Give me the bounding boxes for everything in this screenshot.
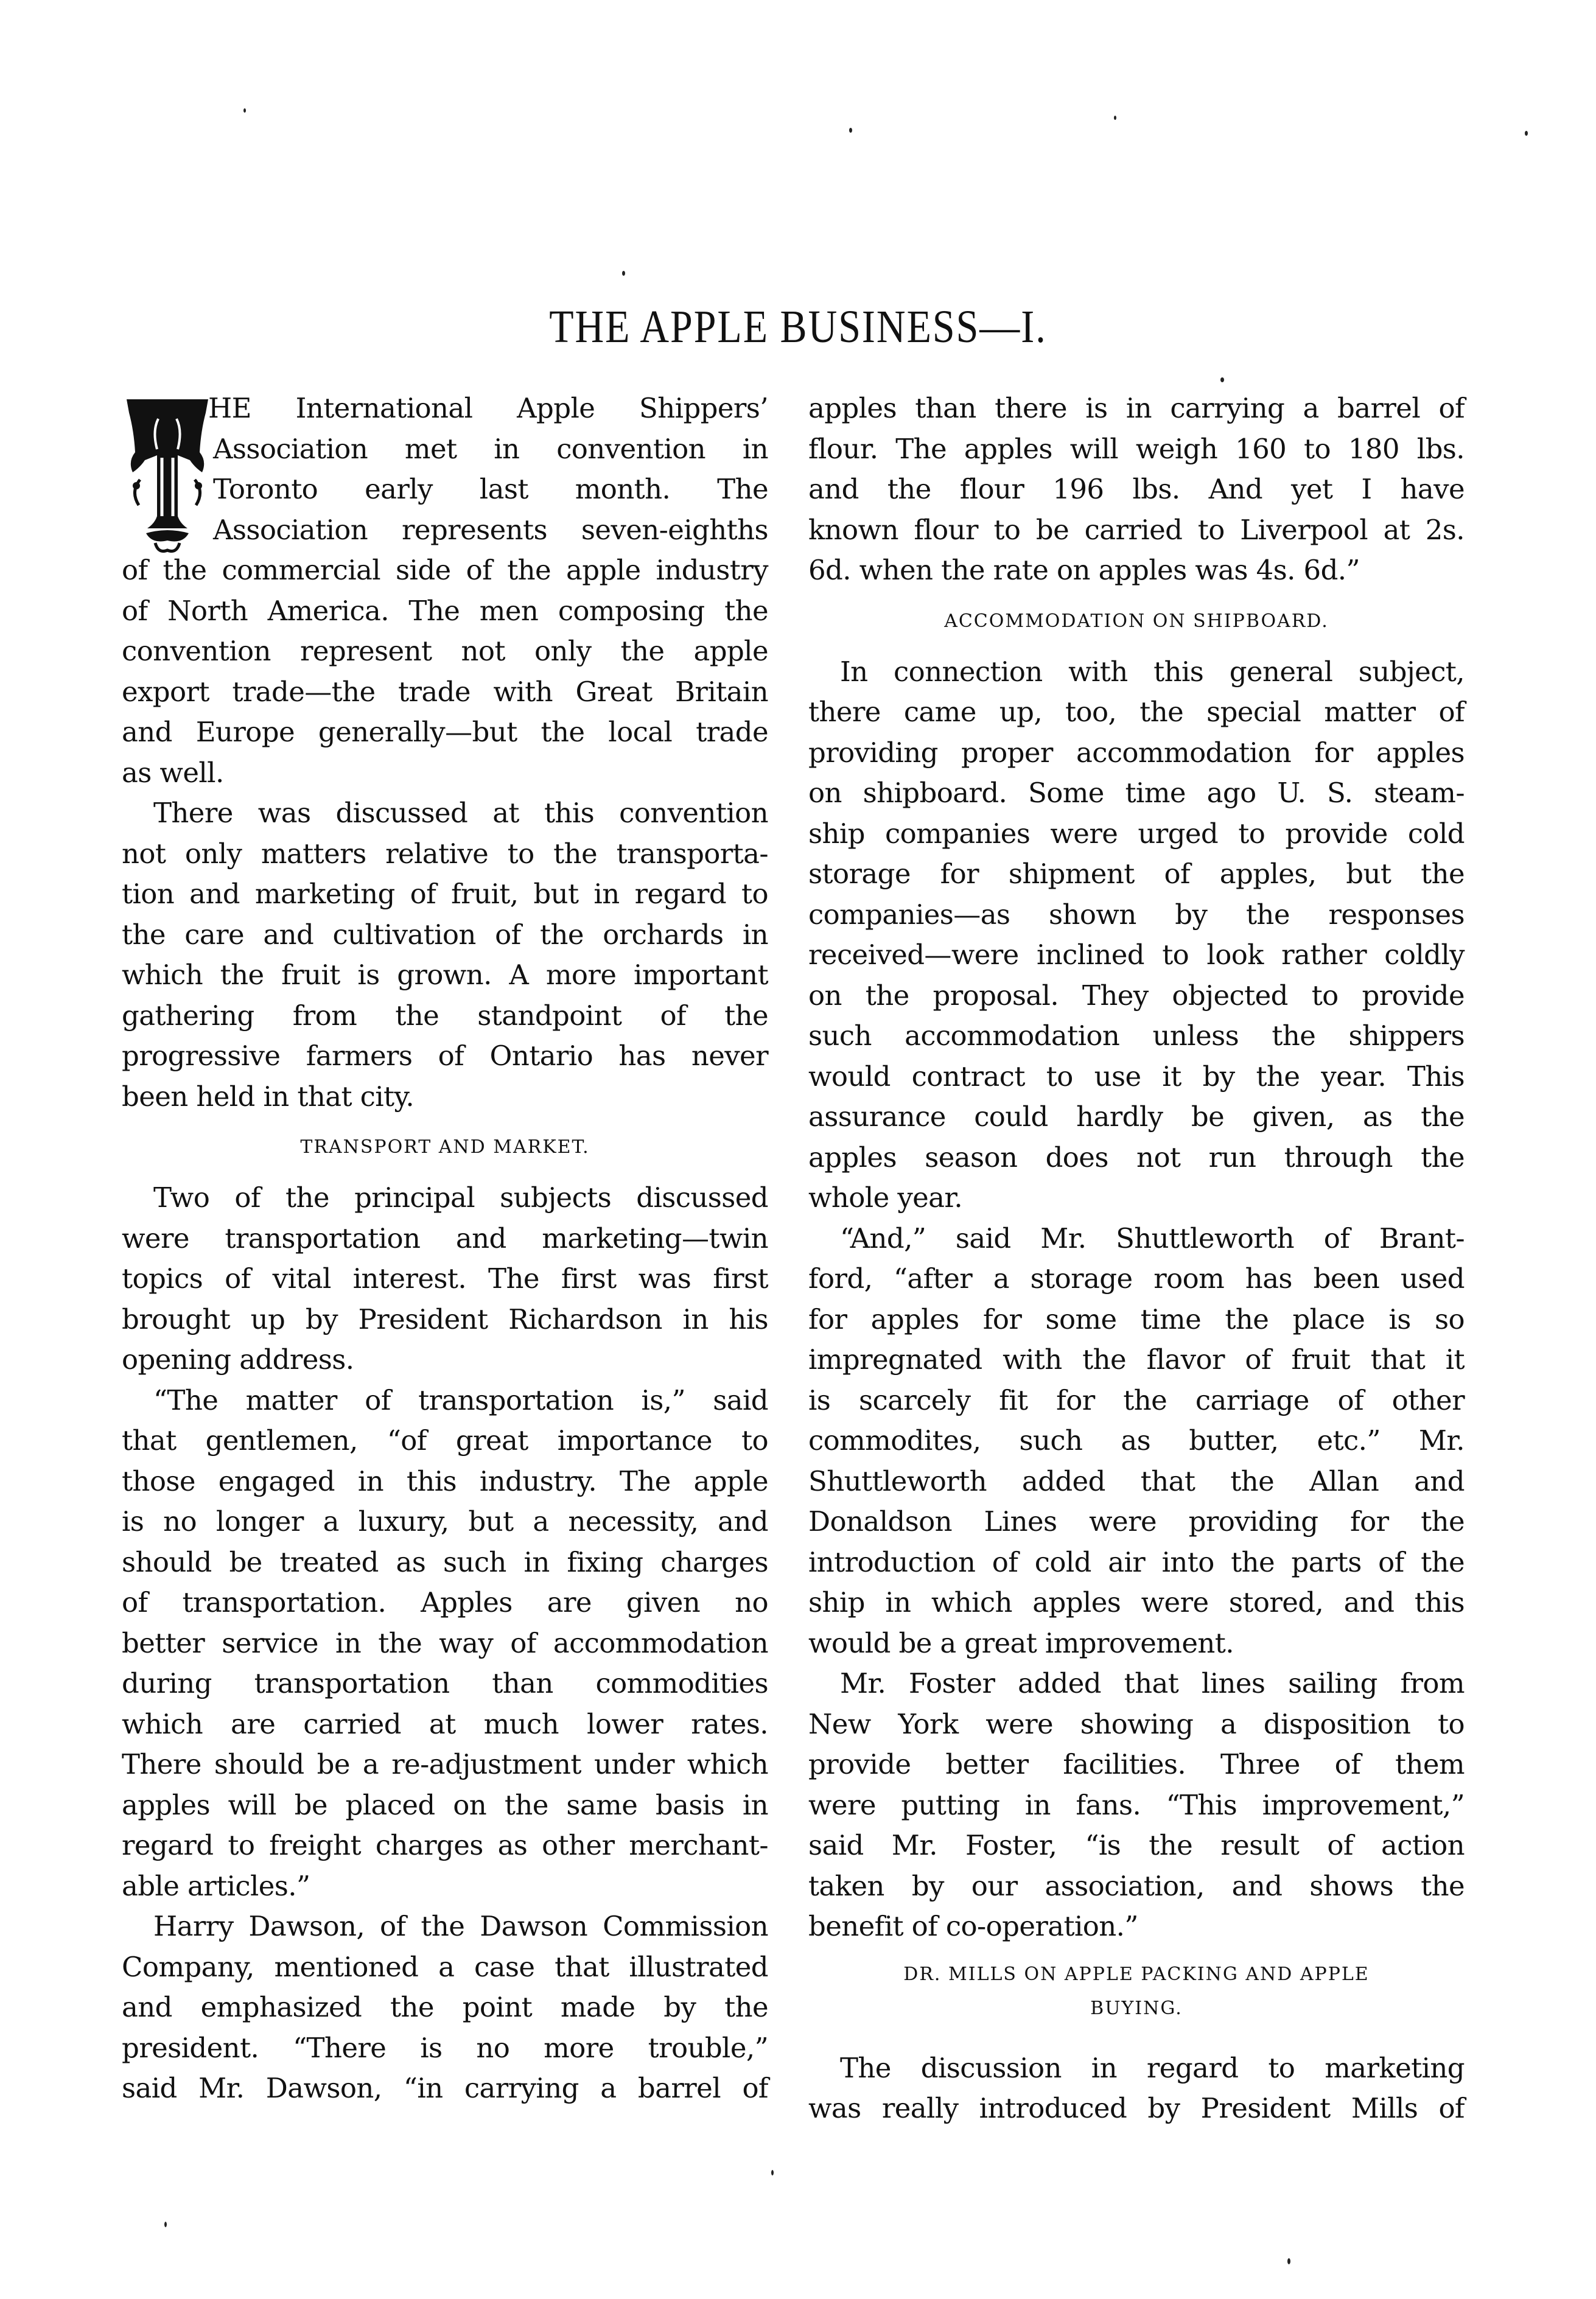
- text-line: of the commercial side of the apple industry: [122, 554, 768, 586]
- text-line: “And,” said Mr. Shuttleworth of Brant-: [840, 1222, 1465, 1254]
- left-column: [122, 388, 768, 2109]
- article-title: THE APPLE BUSINESS—I.: [549, 301, 1047, 353]
- section-heading: DR. MILLS ON APPLE PACKING AND APPLE: [903, 1963, 1370, 1985]
- text-line: assurance could hardly be given, as the: [808, 1101, 1465, 1133]
- text-line: HE International Apple Shippers’: [208, 392, 768, 424]
- text-line: better service in the way of accommodation: [122, 1626, 768, 1659]
- text-line: that gentlemen, “of great importance to: [122, 1424, 768, 1457]
- text-line: is no longer a luxury, but a necessity, and: [122, 1505, 768, 1538]
- text-line: flour. The apples will weigh 160 to 180 lbs.: [808, 432, 1465, 465]
- text-line: received—were inclined to look rather coldly: [808, 939, 1465, 971]
- text-line: The discussion in regard to marketing: [840, 2051, 1465, 2084]
- text-line: and the flour 196 lbs. And yet I have: [808, 473, 1465, 505]
- text-line: during transportation than commodities: [122, 1667, 768, 1699]
- text-line: those engaged in this industry. The apple: [122, 1464, 768, 1497]
- text-line: should be treated as such in fixing charges: [122, 1545, 768, 1578]
- text-line: taken by our association, and shows the: [808, 1869, 1465, 1902]
- text-line: whole year.: [808, 1181, 963, 1214]
- text-line: tion and marketing of fruit, but in regard to: [122, 878, 768, 910]
- text-line: Two of the principal subjects discussed: [153, 1181, 768, 1214]
- scan-speck: [622, 271, 625, 276]
- text-line: storage for shipment of apples, but the: [808, 858, 1465, 890]
- text-line: would contract to use it by the year. This: [808, 1060, 1465, 1093]
- text-line: been held in that city.: [122, 1080, 415, 1113]
- text-line: impregnated with the flavor of fruit that it: [808, 1343, 1465, 1376]
- text-line: Shuttleworth added that the Allan and: [808, 1464, 1465, 1497]
- scan-speck: [1525, 131, 1528, 136]
- text-line: introduction of cold air into the parts of the: [808, 1545, 1465, 1578]
- text-line: provide better facilities. Three of them: [808, 1748, 1465, 1780]
- scan-speck: [771, 2170, 774, 2175]
- text-line: companies—as shown by the responses: [808, 898, 1465, 931]
- text-line: known flour to be carried to Liverpool at 2s.: [808, 513, 1465, 546]
- text-line: opening address.: [122, 1343, 354, 1376]
- section-heading: BUYING.: [1090, 1997, 1183, 2019]
- text-line: In connection with this general subject,: [840, 655, 1465, 688]
- text-line: ship in which apples were stored, and this: [808, 1586, 1465, 1618]
- text-line: New York were showing a disposition to: [808, 1707, 1465, 1740]
- text-line: on shipboard. Some time ago U. S. steam-: [808, 777, 1465, 809]
- section-heading: TRANSPORT AND MARKET.: [300, 1136, 590, 1158]
- text-line: there came up, too, the special matter of: [808, 696, 1465, 728]
- scan-speck: [1287, 2258, 1290, 2264]
- text-line: of transportation. Apples are given no: [122, 1586, 768, 1618]
- text-line: and emphasized the point made by the: [122, 1991, 768, 2023]
- text-line: were transportation and marketing—twin: [122, 1222, 768, 1254]
- text-line: which the fruit is grown. A more important: [122, 959, 768, 991]
- text-line: Association represents seven-eighths: [213, 513, 768, 546]
- text-line: of North America. The men composing the: [122, 594, 768, 627]
- text-line: which are carried at much lower rates.: [122, 1707, 768, 1740]
- text-line: Harry Dawson, of the Dawson Commission: [153, 1910, 768, 1942]
- scan-speck: [849, 128, 852, 133]
- text-line: export trade—the trade with Great Britain: [122, 675, 768, 708]
- text-line: able articles.”: [122, 1869, 310, 1902]
- text-line: apples season does not run through the: [808, 1141, 1465, 1174]
- text-line: were putting in fans. “This improvement,”: [808, 1788, 1465, 1821]
- scan-speck: [243, 108, 246, 113]
- text-line: ship companies were urged to provide cold: [808, 817, 1465, 850]
- text-line: said Mr. Foster, “is the result of action: [808, 1829, 1465, 1861]
- scan-speck: [1220, 377, 1224, 382]
- text-line: convention represent not only the apple: [122, 635, 768, 667]
- text-line: There was discussed at this convention: [153, 797, 768, 829]
- text-line: for apples for some time the place is so: [808, 1303, 1465, 1335]
- text-line: regard to freight charges as other merchant-: [122, 1829, 768, 1861]
- text-line: is scarcely fit for the carriage of other: [808, 1384, 1465, 1416]
- text-line: gathering from the standpoint of the: [122, 999, 768, 1032]
- text-line: the care and cultivation of the orchards in: [122, 918, 768, 951]
- right-column: [808, 388, 1465, 2129]
- text-line: and Europe generally—but the local trade: [122, 716, 768, 748]
- text-line: would be a great improvement.: [808, 1626, 1234, 1659]
- text-line: brought up by President Richardson in his: [122, 1303, 768, 1335]
- text-line: Company, mentioned a case that illustrated: [122, 1950, 768, 1983]
- text-line: not only matters relative to the transporta-: [122, 837, 768, 870]
- text-line: ford, “after a storage room has been used: [808, 1262, 1465, 1295]
- text-line: providing proper accommodation for apples: [808, 736, 1465, 769]
- text-line: Toronto early last month. The: [213, 473, 768, 505]
- text-line: topics of vital interest. The first was first: [122, 1262, 768, 1295]
- text-line: Mr. Foster added that lines sailing from: [840, 1667, 1465, 1699]
- section-heading: ACCOMMODATION ON SHIPBOARD.: [944, 610, 1329, 632]
- ornamental-dropcap-t-icon: [122, 394, 213, 558]
- scan-speck: [164, 2222, 167, 2227]
- text-line: on the proposal. They objected to provide: [808, 979, 1465, 1012]
- text-line: apples will be placed on the same basis in: [122, 1788, 768, 1821]
- text-line: such accommodation unless the shippers: [808, 1020, 1465, 1052]
- text-line: commodites, such as butter, etc.” Mr.: [808, 1424, 1465, 1457]
- text-line: as well.: [122, 756, 224, 789]
- text-line: benefit of co-operation.”: [808, 1910, 1138, 1942]
- text-line: said Mr. Dawson, “in carrying a barrel of: [122, 2072, 768, 2104]
- text-line: president. “There is no more trouble,”: [122, 2031, 768, 2064]
- text-line: 6d. when the rate on apples was 4s. 6d.”: [808, 554, 1360, 586]
- text-line: apples than there is in carrying a barrel of: [808, 392, 1465, 424]
- text-line: Association met in convention in: [213, 432, 768, 465]
- scan-speck: [1114, 116, 1116, 120]
- text-line: progressive farmers of Ontario has never: [122, 1040, 768, 1072]
- text-line: was really introduced by President Mills of: [808, 2092, 1465, 2124]
- text-line: “The matter of transportation is,” said: [153, 1384, 768, 1416]
- text-line: Donaldson Lines were providing for the: [808, 1505, 1465, 1538]
- text-line: There should be a re-adjustment under which: [122, 1748, 768, 1780]
